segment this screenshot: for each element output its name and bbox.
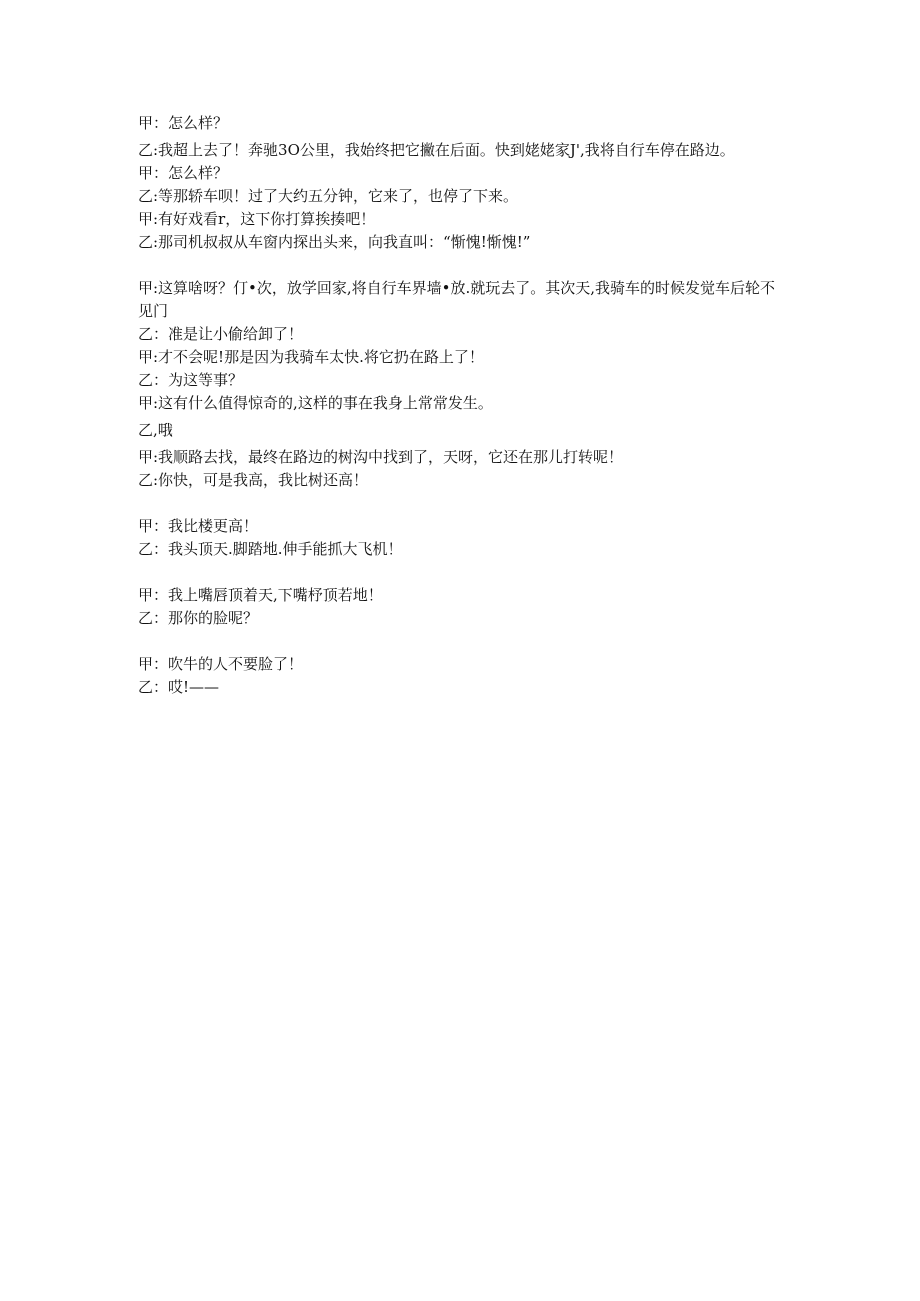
dialogue-text	[138, 112, 788, 699]
dialogue-line-13: 甲:我顺路去找，最终在路边的树沟中找到了，天呀，它还在那儿打转呢！	[138, 448, 624, 466]
dialogue-line-18: 乙：那你的脸呢？	[138, 609, 259, 627]
dialogue-line-5: 甲:有好戏看r，这下你打算挨揍吧！	[138, 210, 376, 228]
dialogue-line-9: 甲:才不会呢!那是因为我骑车太快.将它扔在路上了！	[138, 348, 484, 366]
dialogue-line-1: 甲：怎么样？	[138, 114, 229, 132]
dialogue-line-8: 乙：准是让小偷给卸了！	[138, 325, 304, 343]
dialogue-line-16: 乙：我头顶天.脚踏地.伸手能抓大飞机！	[138, 540, 403, 558]
dialogue-line-14: 乙:你快，可是我高，我比树还高！	[138, 471, 369, 489]
dialogue-line-15: 甲：我比楼更高！	[138, 517, 259, 535]
dialogue-line-7: 甲:这算啥呀？仃•次，放学回家,将自行车界墙•放.就玩去了。其次天,我骑车的时候发觉车后轮不见门	[138, 279, 776, 320]
dialogue-line-10: 乙：为这等事？	[138, 371, 244, 389]
dialogue-line-19: 甲：吹牛的人不要脸了！	[138, 655, 304, 673]
dialogue-line-12: 乙,哦	[138, 421, 173, 439]
dialogue-line-11: 甲:这有什么值得惊奇的,这样的事在我身上常常发生。	[138, 394, 493, 412]
dialogue-line-6: 乙:那司机叔叔从车窗内探出头来，向我直叫：“惭愧!惭愧!”	[138, 233, 531, 251]
dialogue-line-2: 乙:我超上去了！奔驰3O公里，我始终把它撇在后面。快到姥姥家J',我将自行车停在路边。	[138, 141, 735, 159]
dialogue-line-3: 甲：怎么样？	[138, 164, 229, 182]
dialogue-line-4: 乙:等那轿车呗！过了大约五分钟，它来了，也停了下来。	[138, 187, 519, 205]
dialogue-line-20: 乙：哎!——	[138, 678, 220, 696]
dialogue-line-17: 甲：我上嘴唇顶着天,下嘴杼顶若地！	[138, 586, 383, 604]
